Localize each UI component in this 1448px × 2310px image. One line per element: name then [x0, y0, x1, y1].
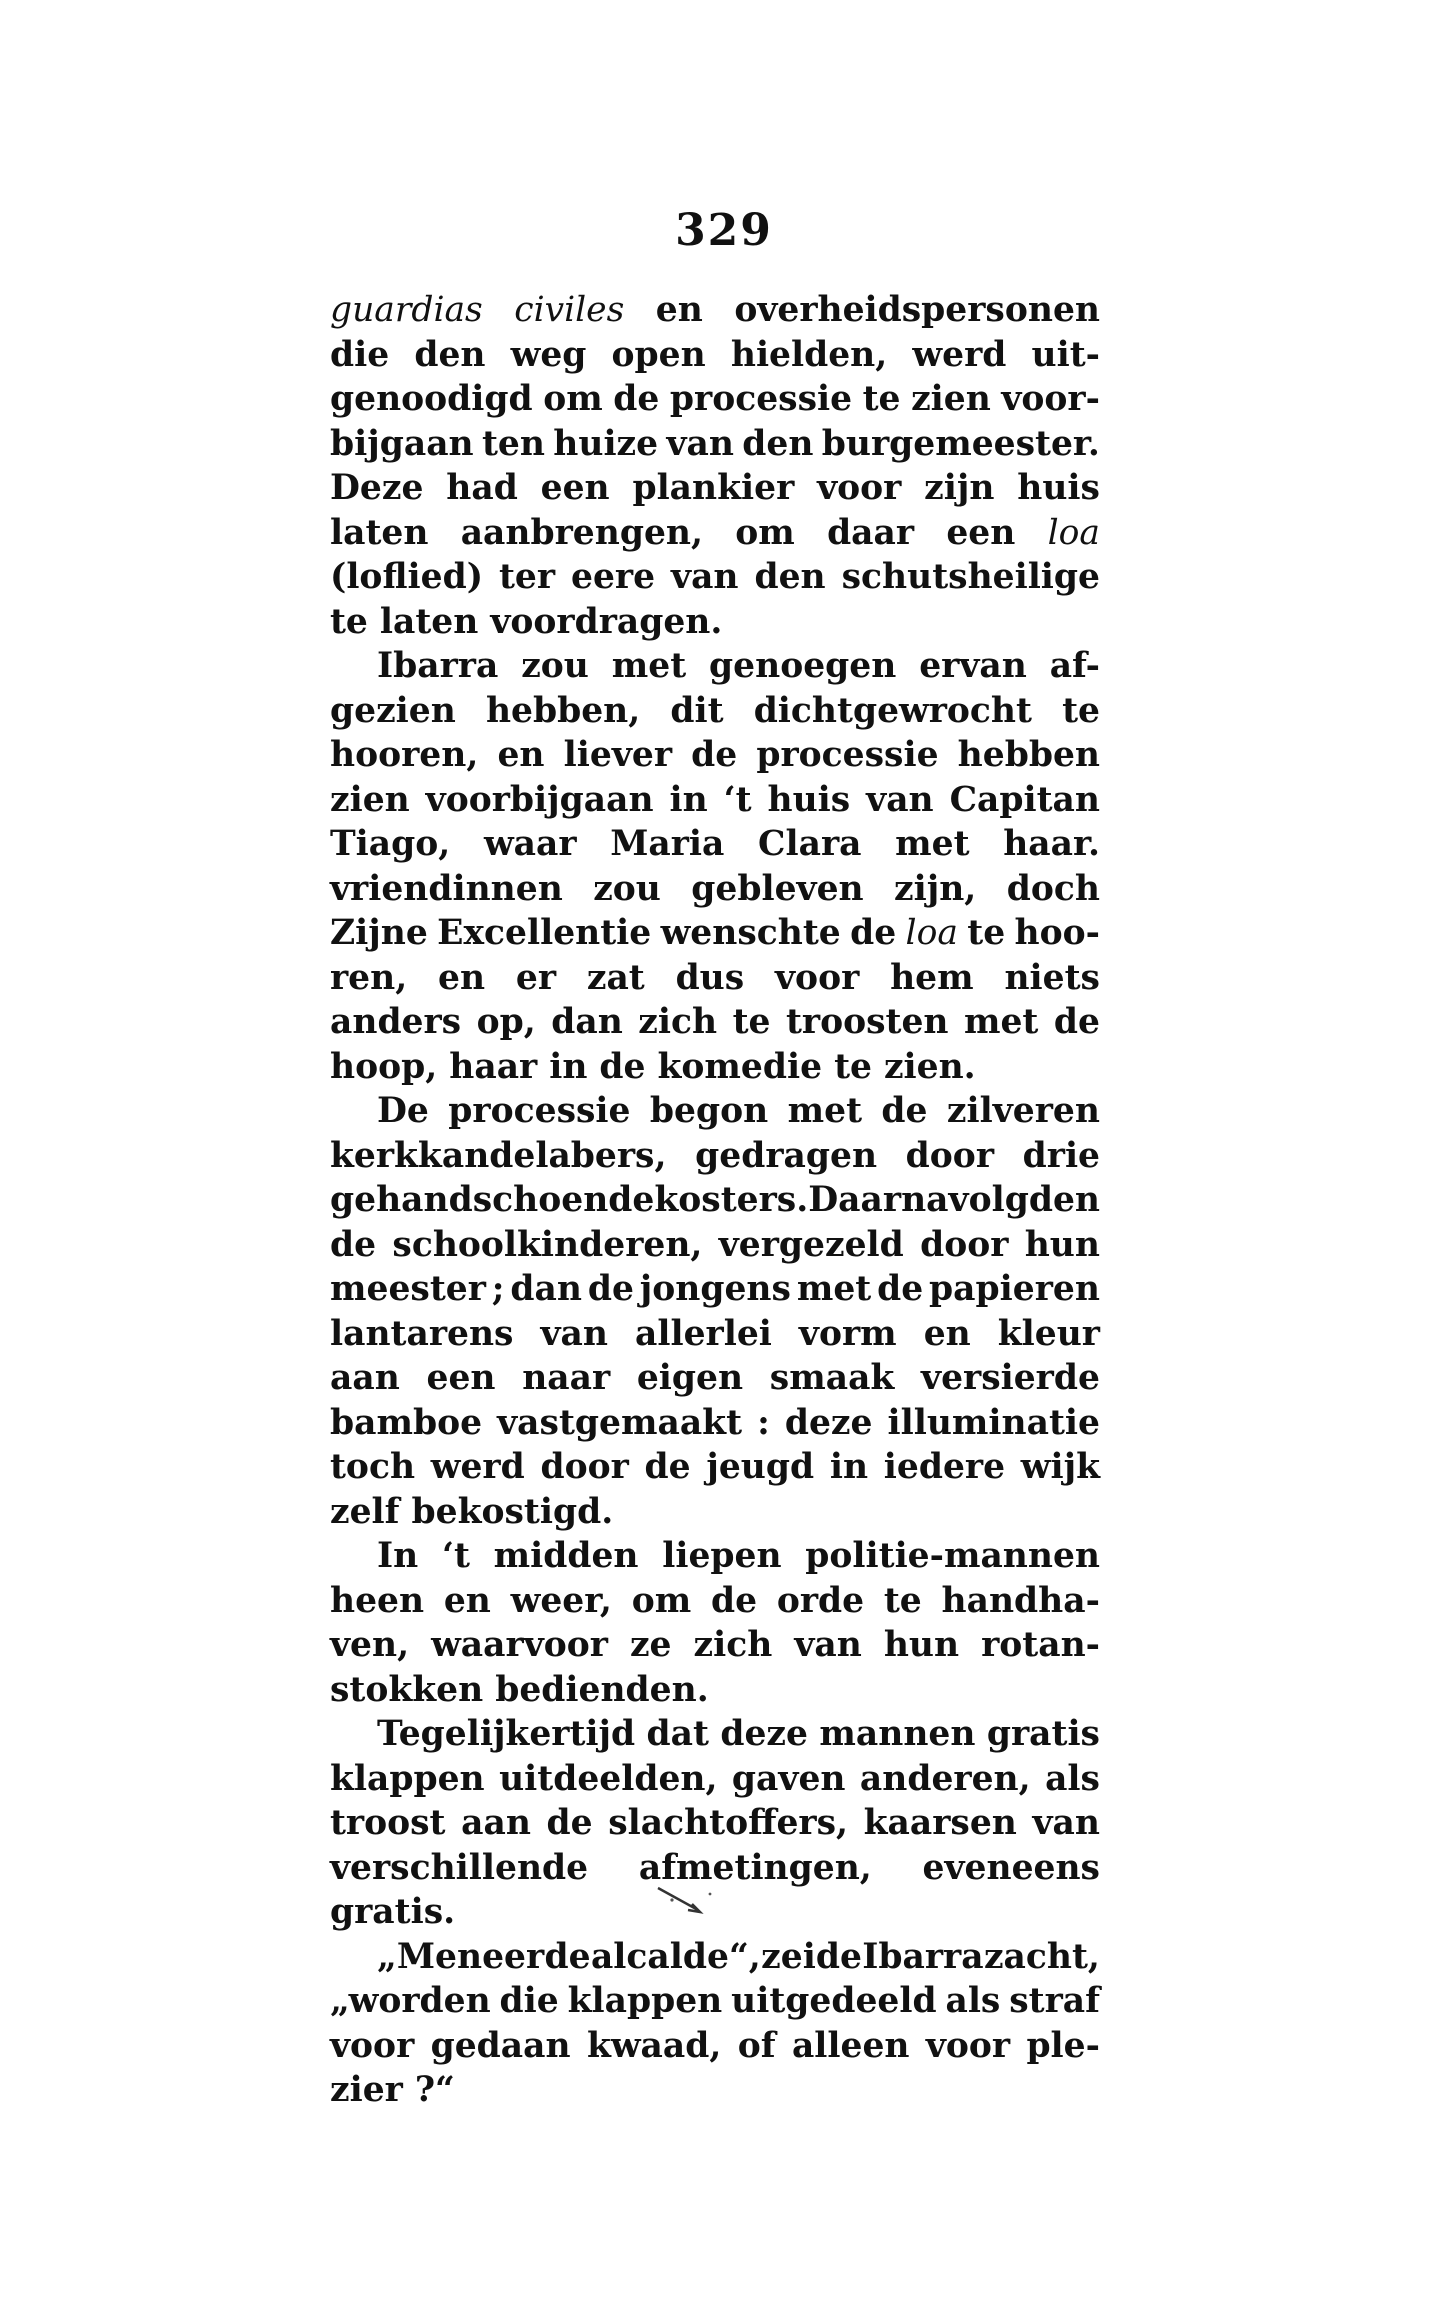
italic-word: loa [905, 913, 958, 953]
word: bijgaan [330, 423, 474, 464]
word: den [742, 423, 814, 464]
word: naar [522, 1358, 611, 1398]
word: te [967, 913, 1006, 953]
text-line [330, 2024, 1100, 2069]
word: komedie [657, 1046, 823, 1087]
word: klappen [330, 1758, 485, 1799]
word: straf [1009, 1981, 1100, 2021]
text-line [330, 778, 1100, 823]
word: en [923, 1313, 971, 1354]
page-number: 329 [675, 205, 773, 256]
text-line [330, 1623, 1100, 1668]
word: hebben, [485, 690, 641, 731]
text-line [330, 1000, 1100, 1045]
word: hielden, [730, 334, 888, 375]
text-line [330, 377, 1100, 422]
word: zijn, [894, 868, 977, 909]
word: schutsheilige [841, 557, 1100, 597]
word: voor [775, 957, 860, 998]
word: werd [430, 1447, 525, 1487]
word: hoop, [330, 1046, 438, 1087]
word: (loflied) [330, 557, 484, 597]
word: bedienden. [495, 1669, 709, 1710]
text-line [330, 1312, 1100, 1357]
word: heen [330, 1580, 425, 1621]
text-line [330, 1356, 1100, 1401]
word: troosten [785, 1002, 949, 1042]
word: deze [720, 1714, 808, 1754]
word: gratis [986, 1714, 1100, 1754]
word: „Meneer [377, 1936, 545, 1977]
word: uit- [1031, 334, 1100, 375]
word: zich [638, 1002, 718, 1042]
word: door [905, 1135, 994, 1176]
text-line [330, 689, 1100, 734]
word: dus [675, 957, 745, 998]
word: huis [767, 779, 851, 820]
word: uitdeelden, [499, 1758, 718, 1799]
word: stokken [330, 1669, 484, 1710]
word: de [850, 913, 897, 953]
text-line [330, 1223, 1100, 1268]
word: jongens [639, 1269, 791, 1309]
word: voor [925, 2025, 1011, 2066]
word: zier [330, 2070, 403, 2110]
word: gebleven [691, 868, 864, 909]
text-line [330, 1712, 1100, 1757]
word: te [330, 601, 368, 642]
text-line [330, 1668, 1100, 1713]
word: versierde [921, 1358, 1100, 1398]
word: van [540, 1313, 608, 1354]
word: overheidspersonen [734, 290, 1100, 330]
word: in [669, 779, 708, 820]
word: ter [499, 557, 556, 597]
word: ‘t [441, 1536, 470, 1576]
word: anders [330, 1002, 462, 1042]
word: anderen, [859, 1758, 1031, 1799]
word: papieren [929, 1269, 1100, 1309]
word: de [330, 1224, 377, 1265]
text-line [330, 600, 1100, 645]
text-line [330, 1134, 1100, 1179]
word: om [631, 1580, 692, 1621]
word: en [497, 735, 545, 775]
word: liever [563, 735, 672, 775]
word: weg [510, 334, 587, 375]
word: vergezeld [718, 1224, 904, 1265]
word: haar [449, 1046, 538, 1087]
word: processie [756, 735, 939, 775]
word: zien [330, 779, 410, 820]
text-line [330, 1267, 1100, 1312]
word: hoo- [1014, 913, 1100, 953]
word: ervan [919, 646, 1027, 686]
text-line [330, 1801, 1100, 1846]
word: meester [330, 1269, 486, 1309]
word: lantarens [330, 1313, 514, 1354]
word: een [540, 468, 610, 508]
word: de [881, 1091, 928, 1131]
word: kosters. [654, 1180, 809, 1220]
text-line [330, 1579, 1100, 1624]
word: zou [521, 646, 589, 686]
word: gezien [330, 690, 456, 731]
word: Excellentie [437, 913, 652, 953]
word: Zijne [330, 913, 428, 953]
word: die [330, 334, 390, 375]
word: plankier [632, 468, 795, 508]
word: schoolkinderen, [392, 1224, 703, 1265]
word: van [794, 1625, 862, 1665]
word: kaarsen [863, 1803, 1017, 1843]
word: zelf [330, 1491, 400, 1532]
word: allerlei [635, 1313, 772, 1354]
word: zien [911, 379, 991, 419]
text-line [330, 1979, 1100, 2024]
word: als [1045, 1758, 1100, 1799]
word: dan [510, 1269, 582, 1309]
word: haar. [1003, 824, 1100, 864]
word: eere [571, 557, 656, 597]
word: burgemeester. [821, 423, 1100, 464]
word: afmetingen, [638, 1847, 872, 1888]
word: dan [551, 1002, 623, 1042]
word: waarvoor [431, 1625, 608, 1665]
word: kleur [997, 1313, 1100, 1354]
word: van [866, 779, 934, 820]
word: Ibarra [377, 646, 499, 686]
word: alcalde“, [590, 1936, 761, 1977]
word: iedere [883, 1447, 1006, 1487]
word: zich [693, 1625, 773, 1665]
word: af- [1049, 646, 1100, 686]
word: de [587, 1269, 634, 1309]
word: processie [448, 1091, 631, 1131]
word: kwaad, [586, 2025, 722, 2066]
word: vorm [798, 1313, 897, 1354]
word: Tegelijkertijd [377, 1714, 636, 1754]
body-text [330, 288, 1100, 2113]
italic-word: guardias [330, 290, 483, 330]
word: kerkkandelabers, [330, 1135, 667, 1176]
word: Daarna [808, 1180, 949, 1220]
word: midden [493, 1536, 639, 1576]
italic-word: loa [1047, 512, 1100, 553]
word: zien. [883, 1046, 976, 1087]
word: de [711, 1580, 758, 1621]
word: om [543, 379, 603, 419]
word: alleen [791, 2025, 910, 2066]
word: voordragen. [490, 601, 723, 642]
text-line [330, 1534, 1100, 1579]
text-line [330, 511, 1100, 556]
word: met [963, 1002, 1039, 1042]
word: begon [649, 1091, 769, 1131]
word: gedaan [430, 2025, 571, 2066]
word: door [920, 1224, 1009, 1265]
word: ren, [330, 957, 408, 998]
word: bekostigd. [411, 1491, 614, 1532]
word: huize [553, 423, 659, 464]
word: niets [1004, 957, 1100, 998]
word: de [644, 1447, 691, 1487]
word: Capitan [949, 779, 1100, 820]
word: dat [646, 1714, 709, 1754]
word: ven, [330, 1625, 410, 1665]
word: processie [669, 379, 853, 419]
word: open [611, 334, 706, 375]
word: gedragen [695, 1135, 878, 1176]
word: handha- [941, 1580, 1100, 1621]
word: eigen [636, 1358, 744, 1398]
word: deze [784, 1402, 873, 1443]
word: weer, [510, 1580, 612, 1621]
word: om [735, 512, 795, 553]
word: uitgedeeld [731, 1981, 937, 2021]
word: aanbrengen, [460, 512, 703, 553]
word: voor [330, 2025, 415, 2066]
word: volgden [948, 1180, 1100, 1220]
word: zacht, [983, 1936, 1100, 1977]
text-line [330, 822, 1100, 867]
word: te [834, 1046, 872, 1087]
word: genoegen [709, 646, 897, 686]
word: smaak [769, 1358, 895, 1398]
word: een [946, 512, 1016, 553]
word: ple- [1026, 2025, 1100, 2066]
word: zilveren [946, 1091, 1100, 1131]
word: met [611, 646, 687, 686]
word: illuminatie [887, 1402, 1100, 1443]
word: de [546, 1803, 593, 1843]
word: werd [912, 334, 1007, 375]
word: slachtoffers, [608, 1803, 849, 1843]
word: De [377, 1091, 429, 1131]
word: laten [330, 512, 429, 553]
word: hun [883, 1625, 960, 1665]
text-line [330, 1045, 1100, 1090]
word: voor- [1001, 379, 1100, 419]
word: de [613, 379, 660, 419]
word: een [426, 1358, 496, 1398]
word: te [732, 1002, 771, 1042]
text-line [330, 1445, 1100, 1490]
word: daar [827, 512, 915, 553]
word: de [877, 1269, 924, 1309]
word: vastgemaakt [497, 1402, 743, 1443]
word: klappen [567, 1981, 723, 2021]
word: : [757, 1402, 770, 1443]
word: laten [379, 601, 479, 642]
word: hooren, [330, 735, 479, 775]
word: bamboe [330, 1402, 483, 1443]
word: Clara [758, 824, 862, 864]
text-line [330, 1490, 1100, 1535]
word: orde [776, 1580, 865, 1621]
word: voor [817, 468, 902, 508]
word: Deze [330, 468, 424, 508]
italic-word: civiles [514, 290, 625, 330]
word: huis [1017, 468, 1100, 508]
word: zat [586, 957, 645, 998]
text-line [330, 867, 1100, 912]
word: gratis. [330, 1892, 456, 1932]
word: de [544, 1936, 591, 1977]
word: gaven [731, 1758, 846, 1799]
word: ze [629, 1625, 672, 1665]
word: te [1062, 690, 1100, 731]
word: van [666, 423, 734, 464]
word: de [599, 1046, 646, 1087]
text-line [330, 466, 1100, 511]
word: jeugd [706, 1447, 815, 1487]
word: ?“ [414, 2070, 455, 2110]
word: wijk [1020, 1447, 1100, 1487]
word: als [945, 1981, 1001, 2021]
word: eveneens [922, 1847, 1100, 1888]
word: waar [483, 824, 577, 864]
word: aan [461, 1803, 531, 1843]
word: met [895, 824, 970, 864]
word: ‘t [723, 779, 752, 820]
word: te [862, 379, 901, 419]
word: rotan- [981, 1625, 1100, 1665]
word: „worden [330, 1981, 491, 2021]
word: politie-mannen [805, 1536, 1100, 1576]
word: ten [481, 423, 545, 464]
word: de [1053, 1002, 1100, 1042]
word: met [796, 1269, 872, 1309]
text-line [330, 1178, 1100, 1223]
word: zeide [761, 1936, 862, 1977]
word: in [829, 1447, 869, 1487]
text-line [330, 911, 1100, 956]
text-line [330, 1935, 1100, 1980]
word: In [377, 1536, 419, 1576]
word: of [737, 2025, 776, 2066]
word: Maria [610, 824, 725, 864]
word: zou [593, 868, 661, 909]
word: voorbijgaan [425, 779, 654, 820]
word: dichtgewrocht [753, 690, 1032, 731]
word: te [883, 1580, 922, 1621]
word: in [549, 1046, 588, 1087]
word: wenschte [660, 913, 841, 953]
word: mannen [819, 1714, 976, 1754]
word: den [754, 557, 826, 597]
word: die [499, 1981, 559, 2021]
text-line [330, 288, 1100, 333]
word: de [691, 735, 738, 775]
word: doch [1006, 868, 1100, 909]
word: vriendinnen [330, 868, 563, 909]
word: op, [476, 1002, 536, 1042]
text-line [330, 1089, 1100, 1134]
text-line [330, 1401, 1100, 1446]
word: en [438, 957, 486, 998]
word: hun [1024, 1224, 1100, 1265]
text-line [330, 644, 1100, 689]
text-line [330, 956, 1100, 1001]
word: dit [670, 690, 724, 731]
stray-ink-mark [652, 1880, 732, 1920]
text-line [330, 733, 1100, 778]
word: van [671, 557, 739, 597]
word: van [1032, 1803, 1100, 1843]
word: hem [890, 957, 974, 998]
word: hebben [957, 735, 1100, 775]
word: toch [330, 1447, 416, 1487]
word: en [655, 290, 703, 330]
word: verschillende [330, 1847, 589, 1888]
word: genoodigd [330, 379, 533, 419]
text-line [330, 1757, 1100, 1802]
word: Ibarra [862, 1936, 984, 1977]
word: gehandschoende [330, 1180, 655, 1220]
word: Tiago, [330, 824, 451, 864]
word: den [414, 334, 486, 375]
word: had [446, 468, 518, 508]
word: en [443, 1580, 491, 1621]
text-line [330, 555, 1100, 600]
text-line [330, 2068, 1100, 2113]
word: ; [491, 1269, 505, 1309]
word: liepen [662, 1536, 782, 1576]
word: er [515, 957, 557, 998]
word: zijn [924, 468, 995, 508]
word: aan [330, 1358, 400, 1398]
text-line [330, 422, 1100, 467]
word: troost [330, 1803, 446, 1843]
text-line [330, 333, 1100, 378]
word: drie [1022, 1135, 1100, 1176]
word: door [540, 1447, 629, 1487]
word: met [787, 1091, 862, 1131]
